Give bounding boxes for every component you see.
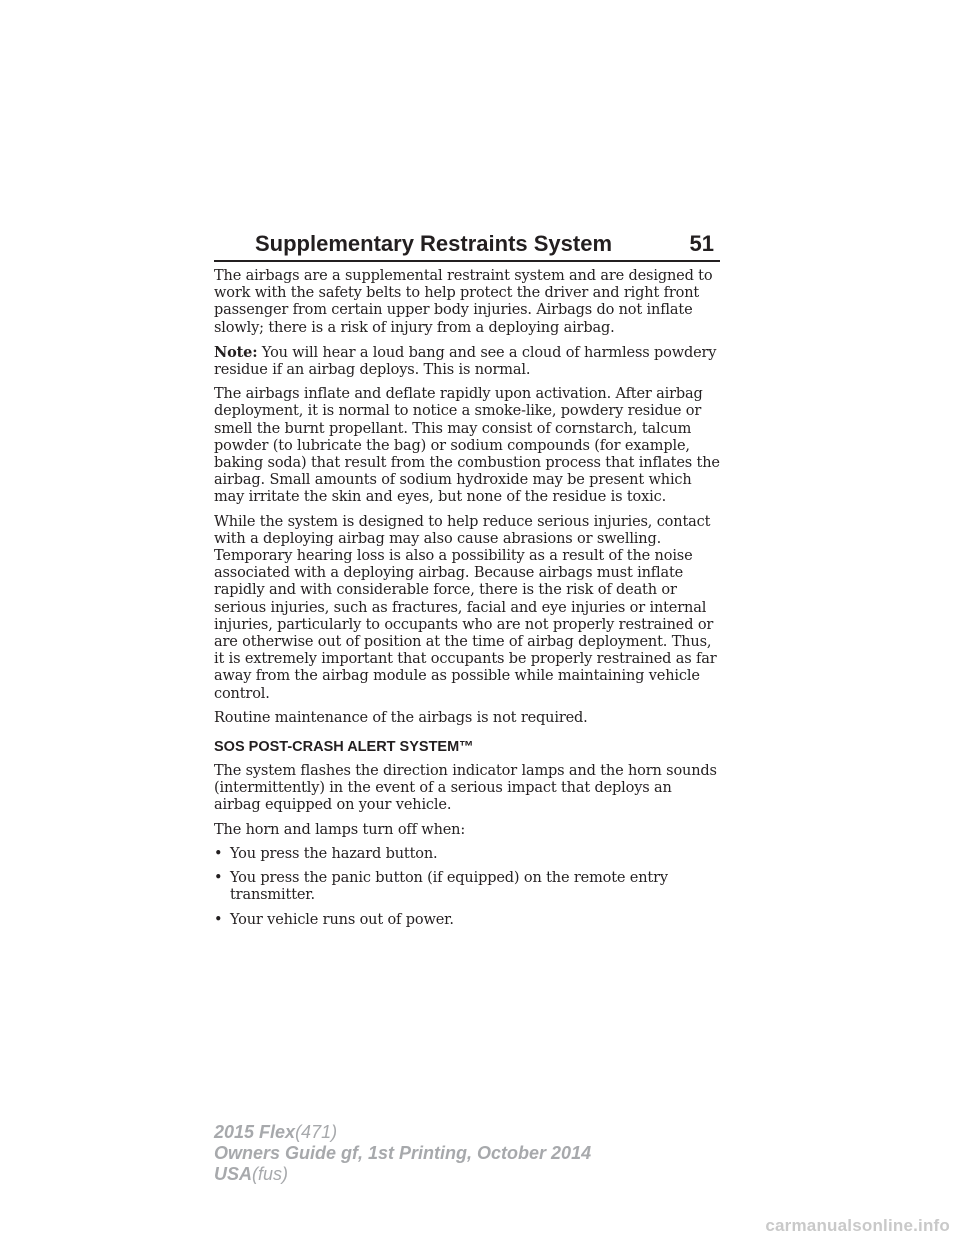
paragraph-sos: The system flashes the direction indicator lamps and the horn sounds (intermittently) in the event of a serious impact that deploys an airbag equipped on your vehicle. [214,763,717,814]
page-body [214,268,720,936]
paragraph-injury-warning: While the system is designed to help reduce serious injuries, contact with a deploying airbag may also cause abrasions or swelling. Temporary hearing loss is also a possibility as a result of the noise associated with a deploying airbag. Because airbags must inflate rapidly and with considerable force, there is the risk of death or serious injuries, such as fractures, facial and eye injuries or internal injuries, particularly to occupants who are not properly restrained or are otherwise out of position at the time of airbag deployment. Thus, it is extremely important that occupants be properly restrained as far away from the airbag module as possible while maintaining vehicle control. [214,513,717,702]
list-item-text: You press the panic button (if equipped) on the remote entry transmitter. [230,870,668,904]
paragraph-inflation: The airbags inflate and deflate rapidly upon activation. After airbag deployment, it is normal to notice a smoke-like, powdery residue or smell the burnt propellant. This may consist of cornstarch, talcum powder (to lubricate the bag) or sodium compounds (for example, baking soda) that result from the combustion process that inflates the airbag. Small amounts of sodium hydroxide may be present which may irritate the skin and eyes, but none of the residue is toxic. [214,386,720,506]
section-title: Supplementary Restraints System [255,231,613,256]
bullet-icon: • [214,870,223,887]
paragraph-turn-off: The horn and lamps turn off when: [214,821,466,838]
list-item [214,870,720,904]
list-item [214,846,720,863]
footer-model: 2015 Flex [214,1122,296,1142]
bullet-icon: • [214,911,223,928]
paragraph-intro: The airbags are a supplemental restraint system and are designed to work with the safety belts to help protect the driver and right front passenger from certain upper body injuries. Airbags do not inflate slowly; there is a risk of injury from a deploying airbag. [214,268,713,336]
watermark: carmanualsonline.info [765,1216,950,1235]
page-header [214,230,720,262]
bullet-icon: • [214,845,223,862]
footer-region: USA [214,1164,253,1184]
note-text: You will hear a loud bang and see a cloud of harmless powdery residue if an airbag deploys. This is normal. [214,344,717,379]
paragraph-maintenance: Routine maintenance of the airbags is not required. [214,709,588,726]
page-footer [214,1122,591,1185]
section-heading: SOS POST-CRASH ALERT SYSTEM™ [214,739,474,756]
list-item [214,912,720,929]
list-item-text: Your vehicle runs out of power. [230,911,454,928]
footer-region-line [214,1164,591,1185]
page-number: 51 [689,231,714,256]
footer-model-code: (471) [295,1122,338,1142]
note-label: Note: [214,343,258,361]
footer-model-line [214,1122,591,1143]
note-paragraph [214,344,720,379]
footer-guide: Owners Guide gf, 1st Printing, October 2014 [214,1143,592,1163]
header-rule [214,260,720,262]
list-item-text: You press the hazard button. [230,845,438,862]
footer-region-code: (fus) [252,1164,289,1184]
